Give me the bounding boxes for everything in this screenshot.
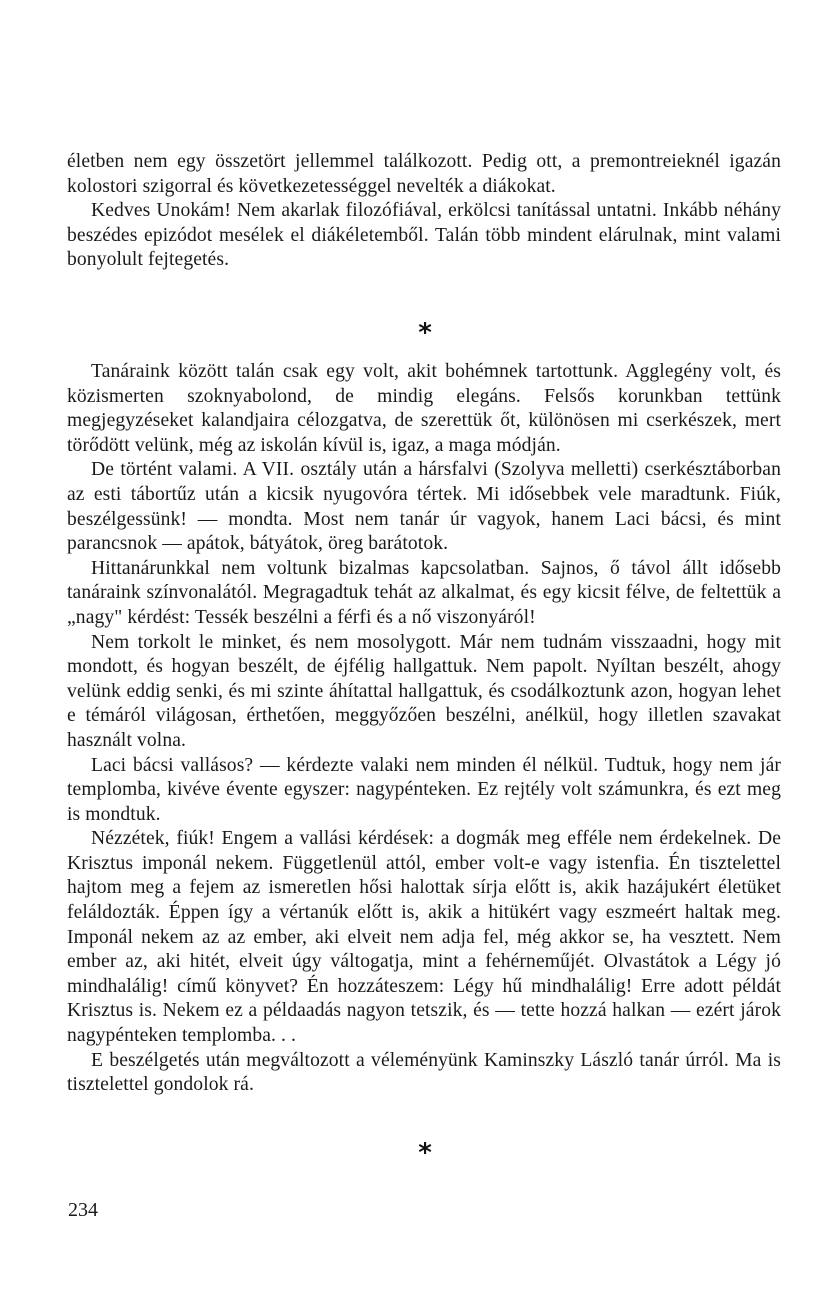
paragraph-2: Kedves Unokám! Nem akarlak filozófiával, erkölcsi tanítással untatni. Inkább néhány beszédes epizódot mesélek el diákéletemből. Talán több mindent elárulnak, mint valami bonyolult fejtegetés. bbox=[67, 200, 781, 271]
paragraph-9: E beszélgetés után megváltozott a véleményünk Kaminszky László tanár úrról. Ma is tisztelettel gondolok rá. bbox=[67, 1049, 781, 1096]
section-separator-1: * bbox=[418, 318, 432, 348]
paragraph-7: Laci bácsi vallásos? — kérdezte valaki nem minden él nélkül. Tudtuk, hogy nem jár templomba, kivéve évente egyszer: nagypénteken. Ez rejtély volt számunkra, és ezt meg is mondtuk. bbox=[67, 754, 781, 825]
paragraph-6: Nem torkolt le minket, és nem mosolygott. Már nem tudnám visszaadni, hogy mit mondott, és hogyan beszélt, de éjfélig hallgattuk. Nem papolt. Nyíltan beszélt, ahogy velünk eddig senki, és mi szinte áhítattal hallgattuk, és csodálkoztunk azon, hogyan lehet e témáról világosan, érthetően, meggyőzően beszélni, anélkül, hogy illetlen szavakat használt volna. bbox=[67, 631, 781, 751]
text-section-2 bbox=[67, 360, 781, 1098]
section-separator-2: * bbox=[418, 1138, 432, 1168]
paragraph-4: De történt valami. A VII. osztály után a hársfalvi (Szolyva melletti) cserkésztáborban az esti tábortűz után a kicsik nyugovóra tértek. Mi idősebbek vele maradtunk. Fiúk, beszélgessünk! — mondta. Most nem tanár úr vagyok, hanem Laci bácsi, és mint parancsnok — apátok, bátyátok, öreg barátotok. bbox=[67, 459, 781, 555]
text-section-1 bbox=[67, 150, 781, 273]
paragraph-8: Nézzétek, fiúk! Engem a vallási kérdések: a dogmák meg efféle nem érdekelnek. De Krisztus imponál nekem. Függetlenül attól, ember volt-e vagy istenfia. Én tisztelettel hajtom meg a fejem az ismeretlen hősi halottak sírja előtt is, akik hazájukért életüket feláldozták. Éppen így a vértanúk előtt is, akik a hitükért vagy eszmeért haltak meg. Imponál nekem az az ember, aki elveit nem adja fel, még akkor se, ha vesztett. Nem ember az, aki hitét, elveit úgy váltogatja, mint a fehérneműjét. Olvastátok a Légy jó mindhalálig! című könyvet? Én hozzáteszem: Légy hű mindhalálig! Erre adott példát Krisztus is. Nekem ez a példaadás nagyon tetszik, és — tette hozzá halkan — ezért járok nagypénteken templomba. . . bbox=[67, 828, 781, 1047]
paragraph-5: Hittanárunkkal nem voltunk bizalmas kapcsolatban. Sajnos, ő távol állt idősebb tanáraink színvonalától. Megragadtuk tehát az alkalmat, és egy kicsit félve, de feltettük a „nagy" kérdést: Tessék beszélni a férfi és a nő viszonyáról! bbox=[67, 557, 781, 628]
page-number: 234 bbox=[68, 1199, 98, 1221]
paragraph-3: Tanáraink között talán csak egy volt, akit bohémnek tartottunk. Agglegény volt, és közismerten szoknyabolond, de mindig elegáns. Felsős korunkban tettünk megjegyzéseket kalandjaira célozgatva, de szerettük őt, különösen mi cserkészek, mert törődött velünk, még az iskolán kívül is, igaz, a maga módján. bbox=[67, 361, 781, 456]
paragraph-1: életben nem egy összetört jellemmel találkozott. Pedig ott, a premontreieknél igazán kolostori szigorral és következetességgel nevelték a diákokat. bbox=[67, 151, 781, 197]
